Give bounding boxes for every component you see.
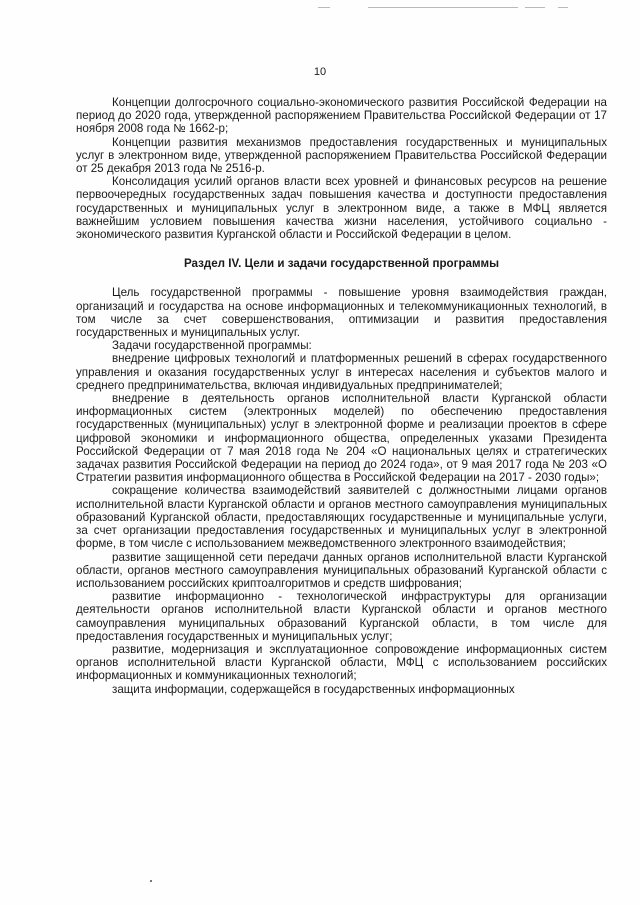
scan-dot xyxy=(150,880,152,882)
task-item: развитие защищенной сети передачи данных органов исполнительной власти Курганской области, органов местного самоуправления муниципальных образований Курганской области с использованием российских криптоалгоритмов и средств шифрования; xyxy=(76,550,607,590)
tasks-heading: Задачи государственной программы: xyxy=(112,339,312,353)
task-item: защита информации, содержащейся в государственных информационных xyxy=(112,682,515,696)
intro-paragraph: Консолидация усилий органов власти всех уровней и финансовых ресурсов на решение первоочередных государственных задач повышения качества и доступности предоставления государственных и муниципальных услуг в электронном виде, а также в МФЦ является важнейшим условием повышения качества жизни населения, устойчивого социально - экономического развития Курганской области и Российской Федерации в целом. xyxy=(76,175,607,242)
document-body xyxy=(76,96,607,696)
goal-paragraph: Цель государственной программы - повышение уровня взаимодействия граждан, организаций и государства на основе информационных и телекоммуникационных технологий, в том числе за счет совершенствования, оптимизации и развития предоставления государственных и муниципальных услуг. xyxy=(76,286,607,340)
task-item: развитие информационно - технологической инфраструктуры для организации деятельности органов исполнительной власти Курганской области и органов местного самоуправления муниципальных образований Курганской области, в том числе для предоставления государственных и муниципальных услуг; xyxy=(76,590,607,643)
scan-artifact xyxy=(368,7,518,8)
task-item: развитие, модернизация и эксплуатационное сопровождение информационных систем органов исполнительной власти Курганской области, МФЦ с использованием российских информационных и коммуникационных технологий; xyxy=(76,642,607,683)
scan-artifact xyxy=(318,7,330,8)
page-number: 10 xyxy=(313,66,327,78)
task-item: внедрение цифровых технологий и платформенных решений в сферах государственного управления и оказания государственных услуг в интересах населения и субъектов малого и среднего предпринимательства, включая индивидуальных предпринимателей; xyxy=(76,352,607,392)
scan-artifact xyxy=(525,7,545,8)
section-heading: Раздел IV. Цели и задачи государственной программы xyxy=(183,257,500,271)
task-item: сокращение количества взаимодействий заявителей с должностными лицами органов исполнительной власти Курганской области и органов местного самоуправления муниципальных образований Курганской области, предоставляющих государственные и муниципальные услуги, за счет организации предоставления государственных и муниципальных услуг в электронной форме, в том числе с использованием межведомственного электронного взаимодействия; xyxy=(76,484,607,551)
task-item: внедрение в деятельность органов исполнительной власти Курганской области информационных систем (электронных моделей) по обеспечению предоставления государственных (муниципальных) услуг в электронной форме и реализации проектов в сфере цифровой экономики и информационного общества, определенных указами Президента Российской Федерации от 7 мая 2018 года № 204 «О национальных целях и стратегических задачах развития Российской Федерации на период до 2024 года», от 9 мая 2017 года № 203 «О Стратегии развития информационного общества в Российской Федерации на 2017 - 2030 годы»; xyxy=(76,392,607,485)
intro-paragraph: Концепции развития механизмов предоставления государственных и муниципальных услуг в электронном виде, утвержденной распоряжением Правительства Российской Федерации от 25 декабря 2013 года № 2516-р. xyxy=(76,135,607,176)
scan-artifact xyxy=(558,7,568,8)
intro-paragraph: Концепции долгосрочного социально-экономического развития Российской Федерации на период до 2020 года, утвержденной распоряжением Правительства Российской Федерации от 17 ноября 2008 года № 1662-р; xyxy=(76,96,607,136)
